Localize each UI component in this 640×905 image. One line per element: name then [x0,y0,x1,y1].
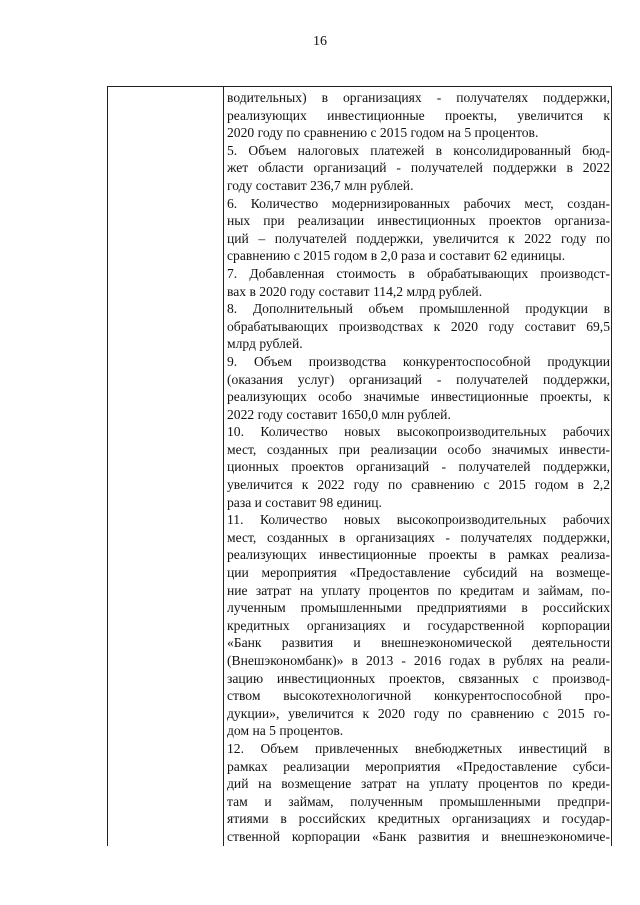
text-line: там и займам, полученным промышленными предпри- [227,793,610,809]
text-line: жет области организаций - получателей поддержки в 2022 [227,160,610,176]
text-line: рамках реализации мероприятия «Предоставление субси- [227,758,610,774]
text-line: увеличится к 2022 году по сравнению с 2015 годом в 2,2 [227,477,610,493]
text-line: реализующих особо значимые инвестиционные проекты, к [227,389,610,405]
text-line: млрд рублей. [227,336,303,352]
text-line: вах в 2020 году составит 114,2 млрд рублей. [227,283,483,299]
table-right-cell [227,89,610,845]
page-number: 16 [313,34,327,49]
text-line: 8. Дополнительный объем промышленной продукции в [227,301,610,317]
text-line: обрабатывающих производствах к 2020 году составит 69,5 [227,318,610,334]
text-line: «Банк развития и внешнеэкономической деятельности [227,635,610,651]
text-line: лученным промышленными предприятиями в российских [227,600,610,616]
text-line: зацию инвестиционных проектов, связанных с производ- [227,670,610,686]
text-line: ятиями в российских кредитных организациях и государ- [227,811,610,827]
text-line: реализующих инвестиционные проекты, увеличится к [227,107,610,123]
text-line: ции мероприятия «Предоставление субсидий на возмеще- [227,565,610,581]
text-line: реализующих инвестиционные проекты в рамках реализа- [227,547,610,563]
text-line: ций – получателей поддержки, увеличится к 2022 году по [227,230,610,246]
document-table [107,86,612,846]
text-line: ние затрат на уплату процентов по кредитам и займам, по- [227,582,610,598]
text-line: 9. Объем производства конкурентоспособной продукции [227,353,610,369]
text-line: 6. Количество модернизированных рабочих мест, создан- [227,195,610,211]
text-line: сравнению с 2015 годом в 2,0 раза и составит 62 единицы. [227,248,566,264]
text-line: 2020 году по сравнению с 2015 годом на 5 процентов. [227,125,539,141]
table-left-cell [108,87,223,846]
column-divider [223,87,224,846]
text-line: дом на 5 процентов. [227,723,344,739]
text-line: дий на возмещение затрат на уплату процентов по креди- [227,776,610,792]
text-line: ных при реализации инвестиционных проектов организа- [227,213,610,229]
text-line: (оказания услуг) организаций - получателей поддержки, [227,371,610,387]
text-line: кредитных организациях и государственной корпорации [227,617,610,633]
text-line: ционных проектов организаций - получателей поддержки, [227,459,610,475]
text-line: 7. Добавленная стоимость в обрабатывающих производст- [227,265,610,281]
text-line: 2022 году составит 1650,0 млн рублей. [227,406,451,422]
text-line: ственной корпорации «Банк развития и внешнеэкономиче- [227,828,610,844]
text-line: году составит 236,7 млн рублей. [227,177,414,193]
text-line: 10. Количество новых высокопроизводительных рабочих [227,424,610,440]
text-line: (Внешэкономбанк)» в 2013 - 2016 годах в рублях на реали- [227,653,610,668]
text-line: дукции», увеличится к 2020 году по сравнению с 2015 го- [227,705,610,721]
text-line: мест, созданных при реализации особо значимых инвести- [227,441,610,457]
text-line: 5. Объем налоговых платежей в консолидированный бюд- [227,142,610,158]
text-line: ством высокотехнологичной конкурентоспособной про- [227,688,610,704]
text-line: 12. Объем привлеченных внебюджетных инвестиций в [227,740,610,756]
text-line: раза и составит 98 единиц. [227,494,382,510]
text-line: мест, созданных в организациях - получателях поддержки, [227,529,610,545]
text-line: 11. Количество новых высокопроизводительных рабочих [227,512,610,528]
text-line: водительных) в организациях - получателях поддержки, [227,90,610,105]
